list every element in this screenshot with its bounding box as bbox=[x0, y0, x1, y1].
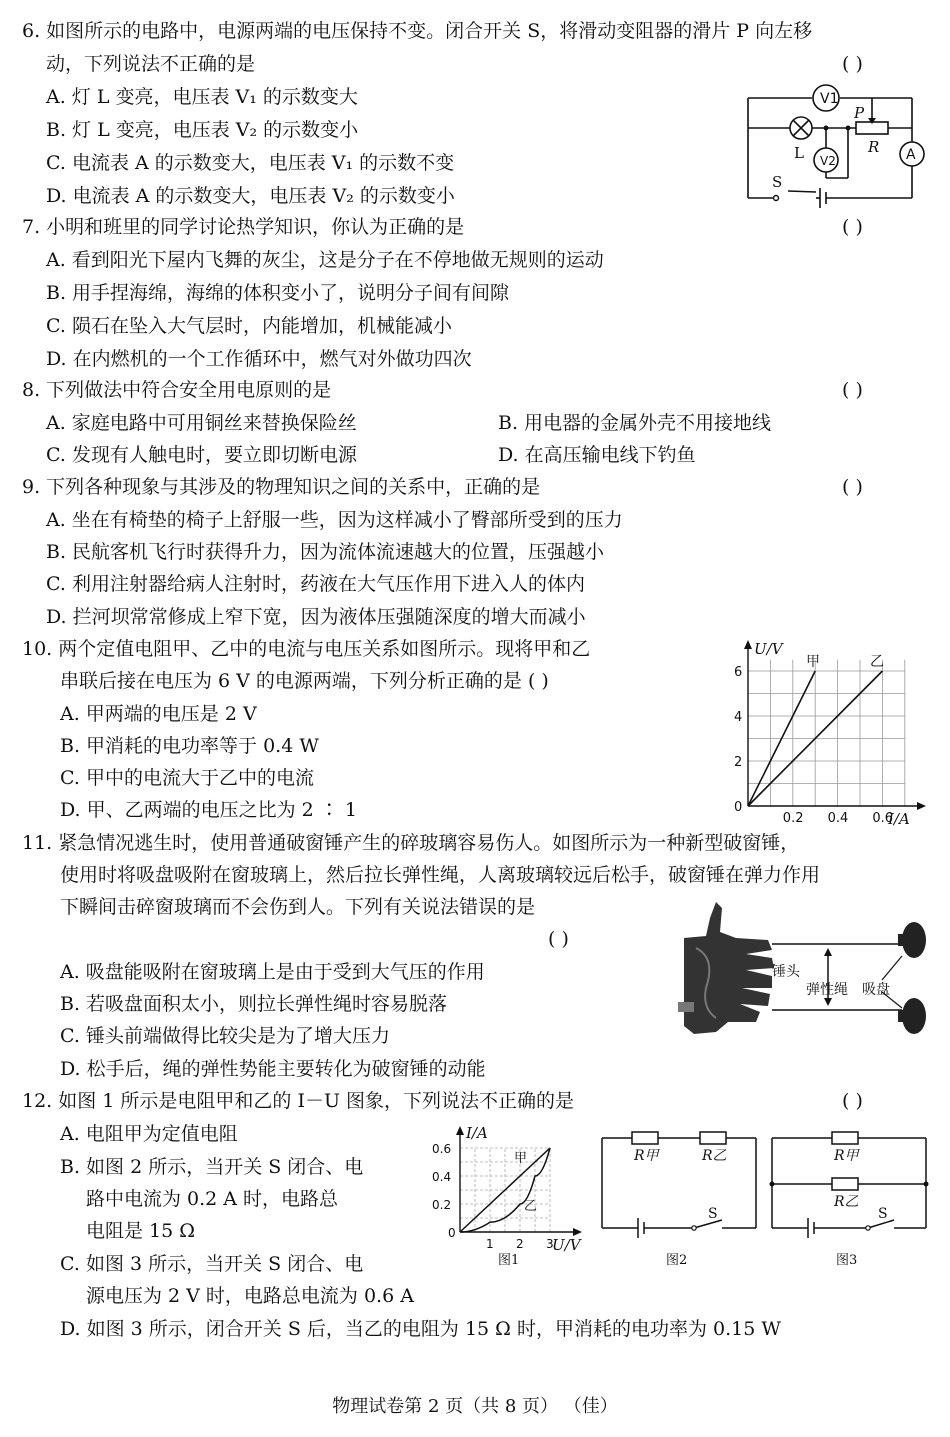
q12-fig3-parallel-circuit bbox=[766, 1124, 934, 1274]
q12-y-tick: 0.6 bbox=[432, 1142, 452, 1156]
rheostat-r-label: R bbox=[868, 138, 880, 156]
q7-option-c: C. 陨石在坠入大气层时，内能增加，机械能减小 bbox=[46, 315, 452, 337]
switch-s-label: S bbox=[772, 173, 783, 191]
q10-series-yi-label: 乙 bbox=[870, 654, 884, 670]
q11-option-d: D. 松手后，绳的弹性势能主要转化为破窗锤的动能 bbox=[60, 1058, 486, 1080]
q11-stem-3: 下瞬间击碎窗玻璃而不会伤到人。下列有关说法错误的是 bbox=[60, 896, 536, 918]
q10-x-tick: 0.2 bbox=[782, 811, 804, 826]
q12-x-tick: 1 bbox=[486, 1237, 494, 1251]
q8-answer-blank: ( ) bbox=[842, 379, 863, 401]
q9-option-c: C. 利用注射器给病人注射时，药液在大气压作用下进入人的体内 bbox=[46, 573, 585, 595]
fig3-switch-label: S bbox=[878, 1206, 888, 1222]
lamp-l-label: L bbox=[794, 144, 804, 162]
q8-option-b: B. 用电器的金属外壳不用接地线 bbox=[498, 412, 772, 434]
q6-circuit-diagram bbox=[740, 84, 930, 210]
ammeter-label: A bbox=[906, 147, 916, 163]
q11-answer-blank: ( ) bbox=[548, 928, 569, 950]
q11-stem-2: 使用时将吸盘吸附在窗玻璃上，然后拉长弹性绳，人离玻璃较远后松手，破窗锤在弹力作用 bbox=[60, 864, 821, 886]
q12-fig1-caption: 图1 bbox=[498, 1253, 520, 1268]
q10-x-tick: 0.6 bbox=[872, 811, 894, 826]
q6-stem-2: 动，下列说法不正确的是 bbox=[46, 53, 256, 75]
q12-x-axis-label: U/V bbox=[552, 1236, 581, 1254]
q6-option-c: C. 电流表 A 的示数变大，电压表 V₁ 的示数不变 bbox=[46, 152, 455, 174]
q12-y-tick: 0 bbox=[448, 1226, 456, 1240]
fig3-r-jia-label: R甲 bbox=[834, 1148, 859, 1164]
q11-stem-1: 11. 紧急情况逃生时，使用普通破窗锤产生的碎玻璃容易伤人。如图所示为一种新型破窗锤， bbox=[22, 832, 800, 854]
fig2-r-jia-label: R甲 bbox=[634, 1148, 659, 1164]
q12-x-tick: 2 bbox=[516, 1237, 524, 1251]
q11-option-c: C. 锤头前端做得比较尖是为了增大压力 bbox=[60, 1025, 390, 1047]
q7-option-d: D. 在内燃机的一个工作循环中，燃气对外做功四次 bbox=[46, 348, 472, 370]
page-footer: 物理试卷第 2 页（共 8 页） （佳） bbox=[332, 1396, 618, 1417]
q6-option-b: B. 灯 L 变亮，电压表 V₂ 的示数变小 bbox=[46, 119, 359, 141]
hammer-head-label: 锤头 bbox=[772, 964, 800, 980]
q12-option-d: D. 如图 3 所示，闭合开关 S 后，当乙的电阻为 15 Ω 时，甲消耗的电功率为 0.15 W bbox=[60, 1318, 781, 1340]
q10-option-a: A. 甲两端的电压是 2 V bbox=[60, 703, 257, 725]
slider-p-label: P bbox=[854, 104, 865, 122]
q11-option-a: A. 吸盘能吸附在窗玻璃上是由于受到大气压的作用 bbox=[60, 961, 485, 983]
q7-option-b: B. 用手捏海绵，海绵的体积变小了，说明分子间有间隙 bbox=[46, 282, 510, 304]
fig2-switch-label: S bbox=[708, 1206, 718, 1222]
q12-x-tick: 3 bbox=[546, 1237, 554, 1251]
q12-fig1-iu-graph bbox=[426, 1118, 594, 1268]
q10-series-jia-label: 甲 bbox=[806, 654, 820, 670]
q7-stem: 7. 小明和班里的同学讨论热学知识，你认为正确的是 bbox=[22, 216, 465, 238]
q12-fig2-caption: 图2 bbox=[666, 1253, 688, 1268]
q12-option-c-2: 源电压为 2 V 时，电路总电流为 0.6 A bbox=[86, 1285, 414, 1307]
q7-option-a: A. 看到阳光下屋内飞舞的灰尘，这是分子在不停地做无规则的运动 bbox=[46, 249, 604, 271]
q12-stem: 12. 如图 1 所示是电阻甲和乙的 I－U 图象，下列说法不正确的是 bbox=[22, 1090, 575, 1112]
fig2-r-yi-label: R乙 bbox=[702, 1148, 727, 1164]
q10-y-tick: 4 bbox=[734, 710, 743, 725]
q12-fig2-series-circuit bbox=[596, 1124, 764, 1274]
q9-option-b: B. 民航客机飞行时获得升力，因为流体流速越大的位置，压强越小 bbox=[46, 541, 605, 563]
q6-stem-1: 6. 如图所示的电路中，电源两端的电压保持不变。闭合开关 S，将滑动变阻器的滑片 P 向左移 bbox=[22, 20, 813, 42]
q11-option-b: B. 若吸盘面积太小，则拉长弹性绳时容易脱落 bbox=[60, 993, 448, 1015]
q12-option-b-1: B. 如图 2 所示，当开关 S 闭合、电 bbox=[60, 1156, 364, 1178]
q9-stem: 9. 下列各种现象与其涉及的物理知识之间的关系中，正确的是 bbox=[22, 476, 541, 498]
fig3-r-yi-label: R乙 bbox=[834, 1194, 859, 1210]
q6-option-d: D. 电流表 A 的示数变大，电压表 V₂ 的示数变小 bbox=[46, 185, 455, 207]
q12-option-c-1: C. 如图 3 所示，当开关 S 闭合、电 bbox=[60, 1253, 364, 1275]
q10-option-b: B. 甲消耗的电功率等于 0.4 W bbox=[60, 735, 319, 757]
q6-answer-blank: ( ) bbox=[842, 53, 863, 75]
q10-y-tick: 6 bbox=[734, 665, 743, 680]
q12-series-jia-label: 甲 bbox=[514, 1151, 528, 1166]
q7-answer-blank: ( ) bbox=[842, 216, 863, 238]
q10-option-d: D. 甲、乙两端的电压之比为 2 ∶ 1 bbox=[60, 799, 357, 821]
q12-option-b-2: 路中电流为 0.2 A 时，电路总 bbox=[86, 1188, 339, 1210]
q12-fig3-caption: 图3 bbox=[836, 1253, 858, 1268]
q12-y-axis-label: I/A bbox=[466, 1124, 488, 1142]
q8-option-a: A. 家庭电路中可用铜丝来替换保险丝 bbox=[46, 412, 357, 434]
q8-stem: 8. 下列做法中符合安全用电原则的是 bbox=[22, 379, 332, 401]
q10-x-tick: 0.4 bbox=[827, 811, 849, 826]
q12-answer-blank: ( ) bbox=[842, 1090, 863, 1112]
q9-option-a: A. 坐在有椅垫的椅子上舒服一些，因为这样减小了臀部所受到的压力 bbox=[46, 509, 623, 531]
q10-y-axis-label: U/V bbox=[754, 640, 783, 658]
q9-answer-blank: ( ) bbox=[842, 476, 863, 498]
v1-label: V1 bbox=[820, 91, 839, 107]
q12-y-tick: 0.4 bbox=[432, 1170, 452, 1184]
v2-label: V2 bbox=[820, 154, 836, 168]
q6-option-a: A. 灯 L 变亮，电压表 V₁ 的示数变大 bbox=[46, 86, 358, 108]
q12-series-yi-label: 乙 bbox=[524, 1199, 538, 1214]
q10-uv-graph bbox=[728, 632, 928, 828]
q10-stem-2: 串联后接在电压为 6 V 的电源两端，下列分析正确的是 ( ) bbox=[60, 670, 549, 692]
q12-option-a: A. 电阻甲为定值电阻 bbox=[60, 1123, 238, 1145]
q12-option-b-3: 电阻是 15 Ω bbox=[86, 1220, 196, 1242]
q10-y-tick: 0 bbox=[734, 800, 743, 815]
q11-hammer-illustration bbox=[676, 898, 932, 1066]
elastic-rope-label: 弹性绳 bbox=[806, 982, 848, 998]
q9-option-d: D. 拦河坝常常修成上窄下宽，因为液体压强随深度的增大而减小 bbox=[46, 606, 586, 628]
q10-stem-1: 10. 两个定值电阻甲、乙中的电流与电压关系如图所示。现将甲和乙 bbox=[22, 638, 591, 660]
suction-cup-label: 吸盘 bbox=[862, 982, 890, 998]
q8-option-c: C. 发现有人触电时，要立即切断电源 bbox=[46, 444, 357, 466]
q8-option-d: D. 在高压输电线下钓鱼 bbox=[498, 444, 696, 466]
q10-x-axis-label: I/A bbox=[888, 810, 910, 828]
q12-y-tick: 0.2 bbox=[432, 1198, 452, 1212]
q10-option-c: C. 甲中的电流大于乙中的电流 bbox=[60, 767, 314, 789]
q10-y-tick: 2 bbox=[734, 755, 743, 770]
